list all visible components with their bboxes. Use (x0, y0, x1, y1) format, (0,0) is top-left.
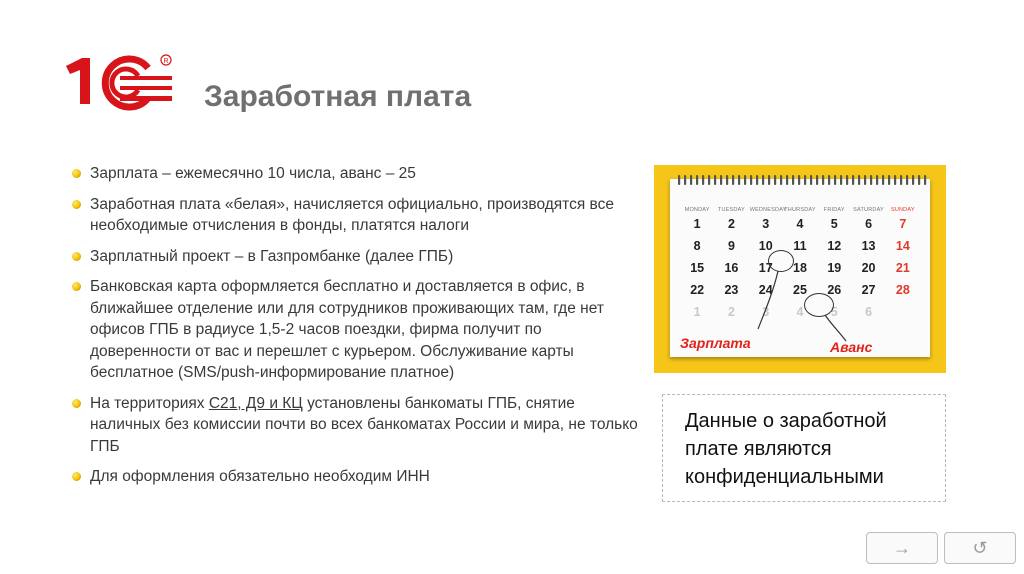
bullet-icon (72, 282, 81, 291)
bullet-icon (72, 169, 81, 178)
salary-label: Зарплата (680, 335, 751, 351)
svg-text:R: R (163, 58, 169, 65)
calendar-image (654, 165, 946, 373)
calendar-row: 15 16 17 18 19 20 21 (690, 261, 910, 275)
bullet-icon (72, 399, 81, 408)
calendar-row: 1 2 3 4 5 6 (693, 305, 873, 319)
bullet-icon (72, 472, 81, 481)
arrow-right-icon: → (893, 537, 911, 558)
next-slide-button[interactable] (866, 532, 938, 564)
list-item: Заработная плата «белая», начисляется официально, производятся все необходимые отчисления в фонды, платятся налоги (70, 194, 640, 237)
bullet-list (70, 163, 640, 497)
confidential-note (662, 394, 946, 502)
weekday-header: MONDAY TUESDAY WEDNESDAY THURSDAY FRIDAY SATURDAY SUNDAY (684, 207, 915, 213)
calendar-row: 22 23 24 25 26 27 28 (690, 283, 910, 297)
pointer-lines (670, 179, 930, 357)
bullet-icon (72, 252, 81, 261)
bullet-icon (72, 200, 81, 209)
territories-link[interactable]: С21, Д9 и КЦ (208, 394, 303, 412)
return-icon: ↺ (972, 537, 988, 558)
list-item: Банковская карта оформляется бесплатно и доставляется в офис, в ближайшее отделение или для сотрудников проживающих там, где нет офисов ГПБ в радиусе 1,5-2 часов поездки, фирма получит по доверенности от вас и перешлет с курьером. Обслуживание карты бесплатное (SMS/push-информирование платное) (70, 276, 640, 384)
page-title: Заработная плата (204, 80, 472, 113)
calendar-row: 1 2 3 4 5 6 7 (693, 217, 907, 231)
list-item: Зарплата – ежемесячно 10 числа, аванс – 25 (70, 163, 640, 185)
list-item: Зарплатный проект – в Газпромбанке (далее ГПБ) (70, 246, 640, 268)
advance-label: Аванс (830, 339, 873, 355)
note-text: Данные о заработной плате являются конфиденциальными (685, 410, 887, 488)
calendar-row: 8 9 10 11 12 13 14 (693, 239, 910, 253)
back-slide-button[interactable] (944, 532, 1016, 564)
1c-logo (62, 52, 174, 114)
list-item: На территориях С21, Д9 и КЦ установлены банкоматы ГПБ, снятие наличных без комиссии почти во всех банкоматах России и мира, не только ГПБ (70, 393, 640, 458)
list-item: Для оформления обязательно необходим ИНН (70, 466, 640, 488)
calendar-page (670, 179, 930, 357)
